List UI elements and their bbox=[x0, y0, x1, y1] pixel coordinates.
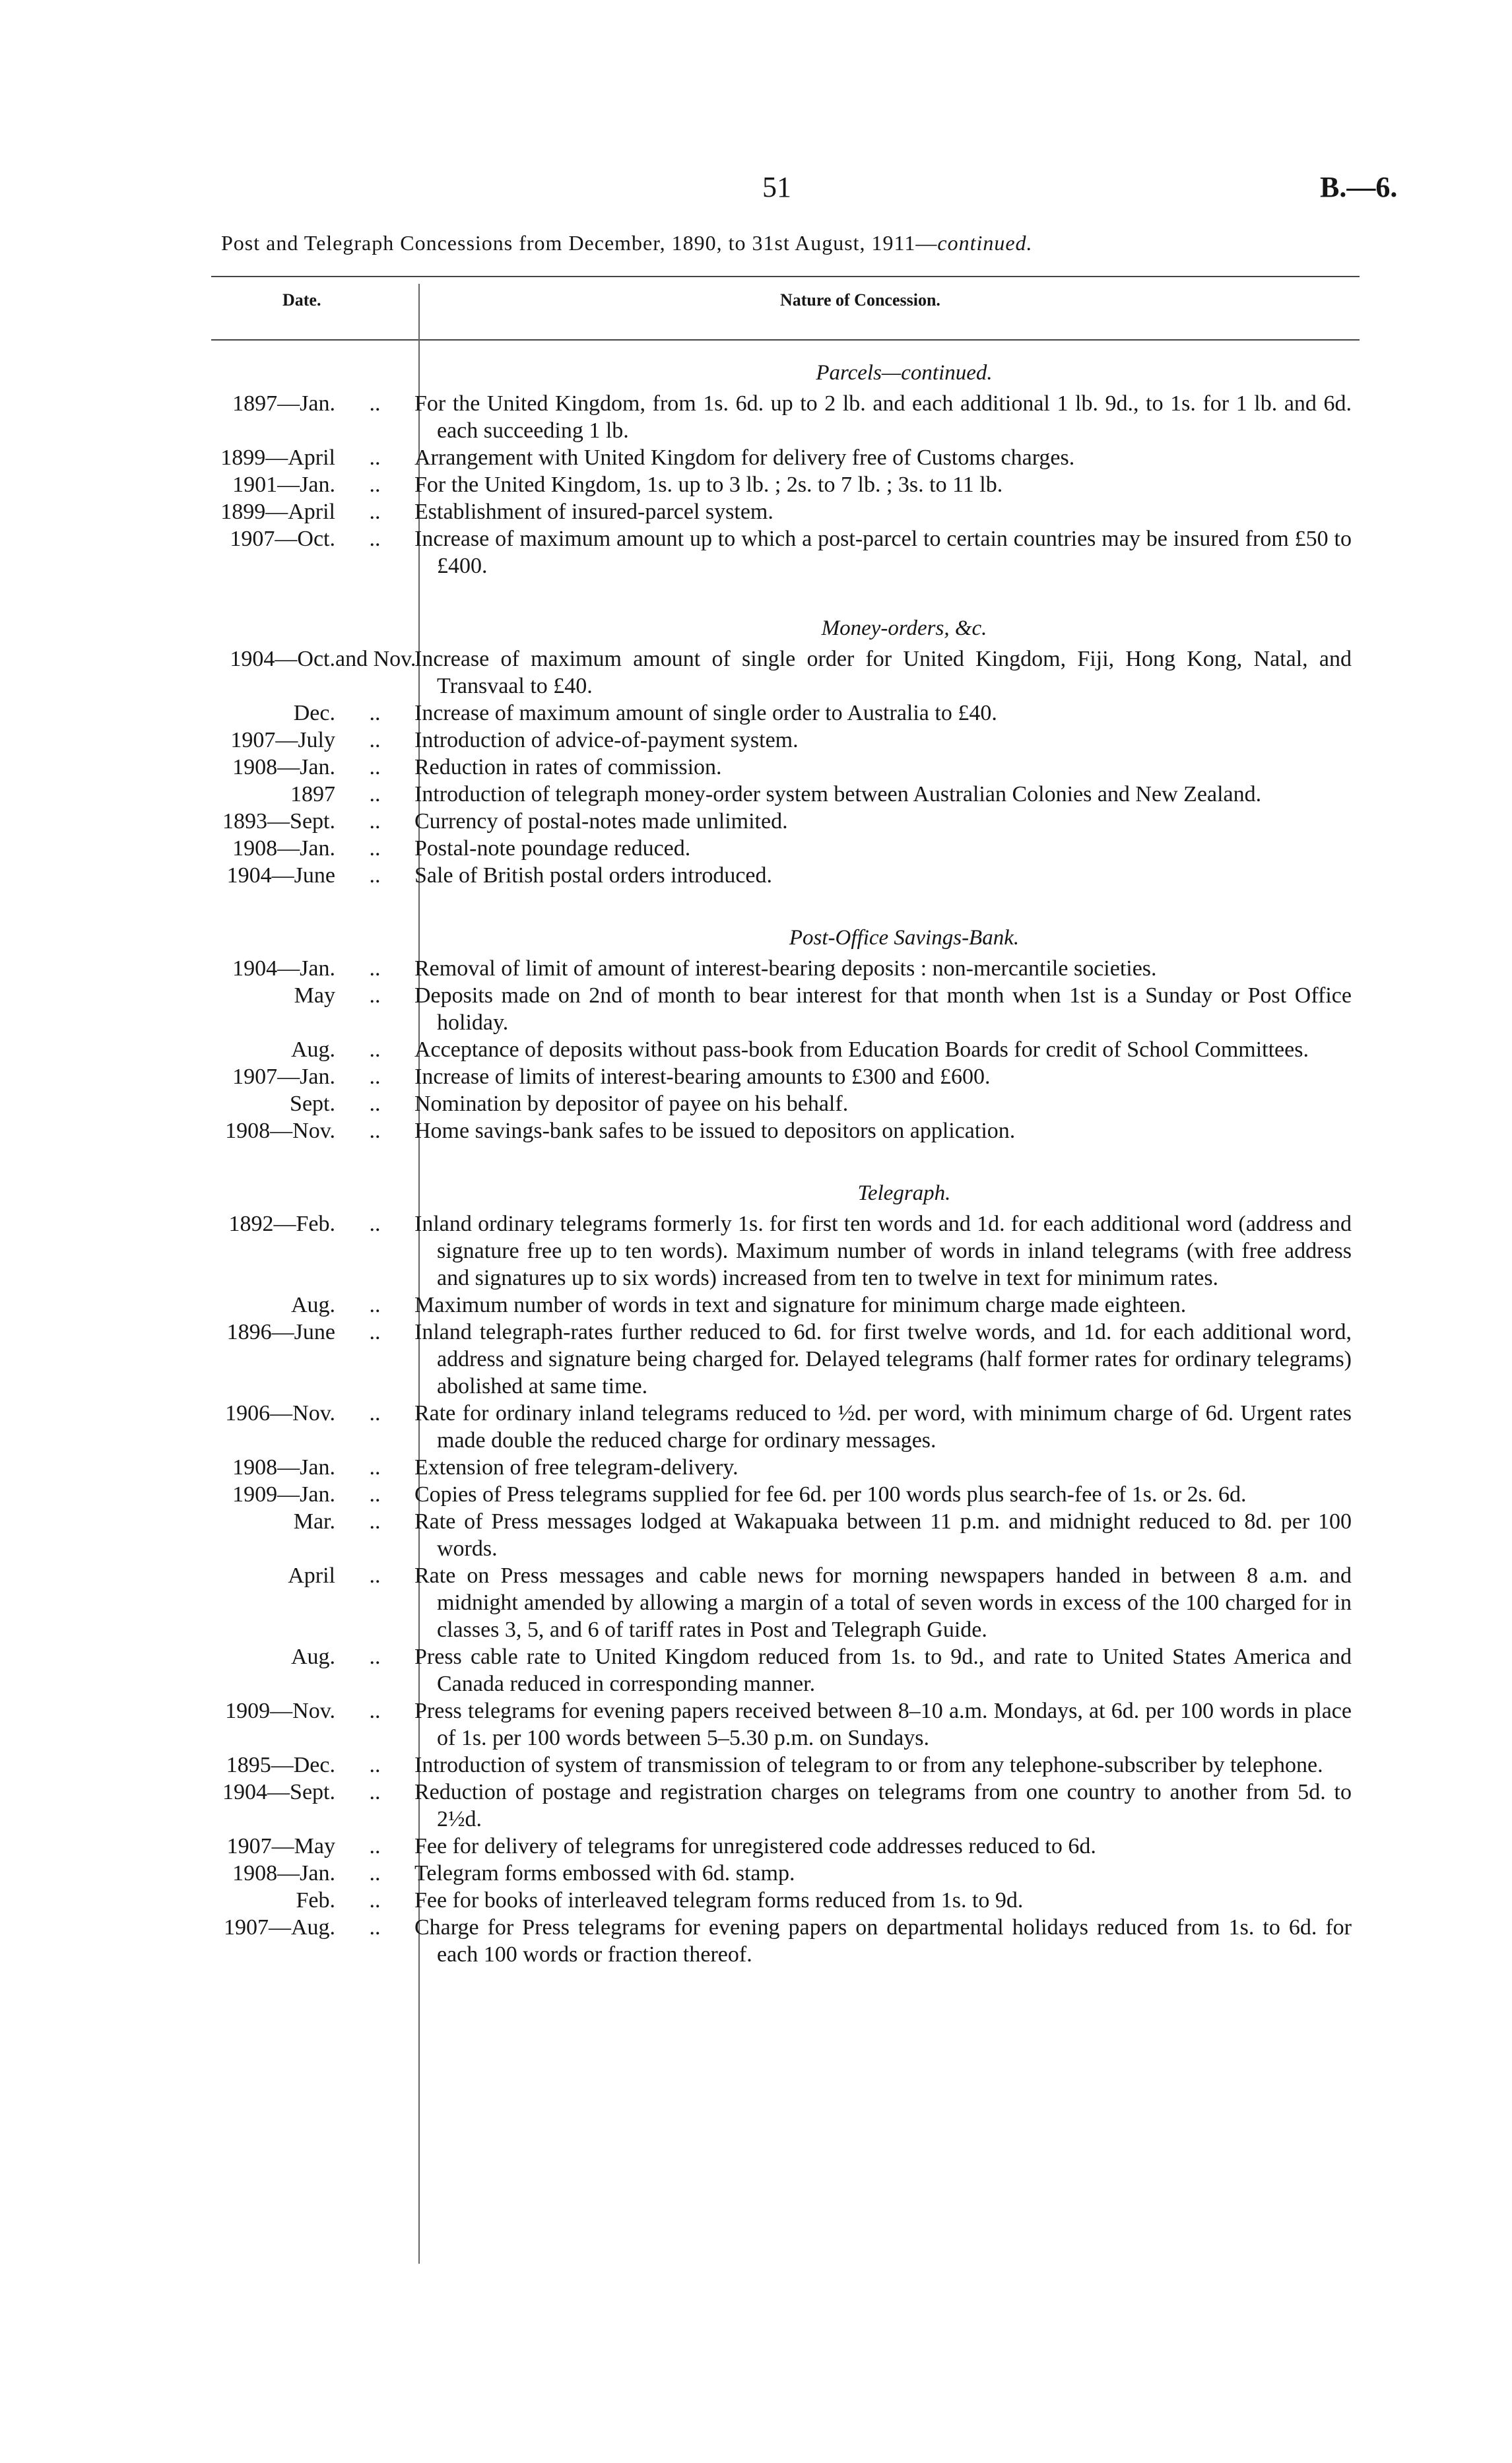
entry-leader: .. bbox=[369, 983, 381, 1008]
entry-leader: .. bbox=[369, 500, 381, 524]
entry-text: Nomination by depositor of payee on his behalf. bbox=[414, 1092, 849, 1116]
entry-leader: .. bbox=[369, 1037, 381, 1062]
entry-text: Extension of free telegram-delivery. bbox=[414, 1455, 739, 1480]
entry-date: May bbox=[294, 983, 335, 1008]
entry-text: Acceptance of deposits without pass-book from Education Boards for credit of School Committees. bbox=[414, 1037, 1309, 1062]
entry-date: 1904—Sept. bbox=[222, 1780, 335, 1804]
entry-leader: .. bbox=[369, 1293, 381, 1317]
table-row bbox=[205, 754, 1366, 781]
entry-text: Deposits made on 2nd of month to bear interest for that month when 1st is a Sunday or Post Office holiday. bbox=[414, 983, 1352, 1035]
entry-leader: .. bbox=[369, 956, 381, 981]
entry-date: 1899—April bbox=[220, 500, 335, 524]
table-row bbox=[205, 1914, 1366, 1968]
entry-leader: .. bbox=[369, 1888, 381, 1913]
table-row bbox=[205, 444, 1366, 471]
table-row bbox=[205, 1860, 1366, 1887]
entry-leader: .. bbox=[369, 1834, 381, 1858]
entry-date: 1907—Oct. bbox=[230, 527, 335, 551]
entry-date: Aug. bbox=[290, 1645, 335, 1669]
entry-text: Press cable rate to United Kingdom reduced from 1s. to 9d., and rate to United States America and Canada reduced in corresponding manner. bbox=[414, 1645, 1352, 1696]
table-row bbox=[205, 727, 1366, 754]
table-row bbox=[205, 525, 1366, 579]
entry-text: Increase of maximum amount of single order to Australia to £40. bbox=[414, 701, 997, 725]
entry-text: For the United Kingdom, 1s. up to 3 lb. ; 2s. to 7 lb. ; 3s. to 11 lb. bbox=[414, 473, 1003, 497]
table-row bbox=[205, 1319, 1366, 1400]
entry-text: Home savings-bank safes to be issued to depositors on application. bbox=[414, 1119, 1016, 1143]
table-row bbox=[205, 700, 1366, 727]
table-row bbox=[205, 1090, 1366, 1117]
entry-leader: .. bbox=[369, 1861, 381, 1886]
table-row bbox=[205, 1481, 1366, 1508]
entry-leader: .. bbox=[369, 1065, 381, 1089]
section-heading: Parcels—continued. bbox=[816, 361, 993, 385]
entry-date: 1899—April bbox=[220, 445, 335, 470]
entry-text: Introduction of telegraph money-order system between Australian Colonies and New Zealand. bbox=[414, 782, 1262, 806]
table-row bbox=[205, 1752, 1366, 1779]
table-row bbox=[205, 982, 1366, 1036]
entry-date: 1909—Nov. bbox=[225, 1699, 335, 1723]
entry-leader: .. bbox=[369, 445, 381, 470]
entry-text: Rate for ordinary inland telegrams reduced to ½d. per word, with minimum charge of 6d. Urgent rates made double the reduced charge for ordinary messages. bbox=[414, 1401, 1352, 1453]
table-row bbox=[205, 1454, 1366, 1481]
entry-date: Feb. bbox=[296, 1888, 335, 1913]
entry-date: 1892—Feb. bbox=[228, 1212, 335, 1236]
table-row bbox=[205, 955, 1366, 982]
entry-date: 1893—Sept. bbox=[222, 809, 335, 834]
entry-text: Fee for delivery of telegrams for unregistered code addresses reduced to 6d. bbox=[414, 1834, 1096, 1858]
entry-date: April bbox=[288, 1563, 335, 1588]
entry-leader: .. bbox=[369, 809, 381, 834]
table-title-text: Post and Telegraph Concessions from December, 1890, to 31st August, 1911— bbox=[221, 231, 938, 255]
entry-date: 1906—Nov. bbox=[225, 1401, 335, 1426]
entry-text: Rate on Press messages and cable news for morning newspapers handed in between 8 a.m. and midnight amended by allowing a margin of a total of seven words in excess of the 100 charged for in classes 3, 5, and 6 of tariff rates in Post and Telegraph Guide. bbox=[414, 1563, 1352, 1642]
table-row bbox=[205, 1643, 1366, 1697]
entry-text: Increase of maximum amount up to which a post-parcel to certain countries may be insured from £50 to £400. bbox=[414, 527, 1352, 578]
section-gap bbox=[205, 579, 1366, 615]
entry-date: 1907—July bbox=[230, 728, 335, 752]
table-row bbox=[205, 1036, 1366, 1063]
table-row bbox=[205, 1210, 1366, 1292]
entry-leader: .. bbox=[369, 1212, 381, 1236]
table-row bbox=[205, 862, 1366, 889]
section-heading: Telegraph. bbox=[857, 1181, 951, 1205]
entry-date: 1908—Jan. bbox=[232, 1455, 335, 1480]
entry-leader: .. bbox=[369, 728, 381, 752]
section-heading: Money-orders, &c. bbox=[821, 616, 987, 640]
page-number: 51 bbox=[762, 171, 791, 203]
entry-text: Introduction of advice-of-payment system. bbox=[414, 728, 799, 752]
table-row bbox=[205, 498, 1366, 525]
entry-text: Rate of Press messages lodged at Wakapuaka between 11 p.m. and midnight reduced to 8d. per 100 words. bbox=[414, 1509, 1352, 1561]
entry-leader: .. bbox=[369, 1915, 381, 1940]
section-heading: Post-Office Savings-Bank. bbox=[789, 926, 1020, 950]
entry-leader: .. bbox=[369, 1320, 381, 1344]
entry-text: Postal-note poundage reduced. bbox=[414, 836, 691, 861]
entry-leader: .. bbox=[369, 1119, 381, 1143]
entry-text: Increase of maximum amount of single order for United Kingdom, Fiji, Hong Kong, Natal, and Transvaal to £40. bbox=[414, 647, 1352, 698]
entry-date: Dec. bbox=[293, 701, 335, 725]
entry-leader: .. bbox=[369, 1563, 381, 1588]
entry-leader: .. bbox=[369, 782, 381, 806]
entry-leader: .. bbox=[369, 527, 381, 551]
entry-date: Sept. bbox=[290, 1092, 335, 1116]
entry-text: Currency of postal-notes made unlimited. bbox=[414, 809, 788, 834]
entry-text: Inland ordinary telegrams formerly 1s. for first ten words and 1d. for each additional word (address and signature free up to ten words). Maximum number of words in inland telegrams (with free address and signatures up to six words) increased from ten to twelve in text for minimum rates. bbox=[414, 1212, 1352, 1290]
nature-column-header: Nature of Concession. bbox=[780, 290, 940, 310]
entry-text: Reduction of postage and registration charges on telegrams from one country to another from 5d. to 2½d. bbox=[414, 1780, 1352, 1831]
entry-text: Introduction of system of transmission of telegram to or from any telephone-subscriber by telephone. bbox=[414, 1753, 1323, 1777]
entry-text: Copies of Press telegrams supplied for fee 6d. per 100 words plus search-fee of 1s. or 2s. 6d. bbox=[414, 1482, 1247, 1507]
entry-text: Inland telegraph-rates further reduced to 6d. for first twelve words, and 1d. for each additional word, address and signature being charged for. Delayed telegrams (half former rates for ordinary telegrams) abolished at same time. bbox=[414, 1320, 1352, 1398]
entry-leader: .. bbox=[369, 1092, 381, 1116]
table-row bbox=[205, 781, 1366, 808]
section-gap bbox=[205, 1144, 1366, 1180]
entry-date: 1897—Jan. bbox=[232, 391, 335, 416]
concessions-table bbox=[205, 360, 1366, 1968]
table-row bbox=[205, 390, 1366, 444]
entry-date: Mar. bbox=[293, 1509, 335, 1534]
entry-leader: .. bbox=[369, 755, 381, 779]
section-gap bbox=[205, 889, 1366, 925]
table-row bbox=[205, 808, 1366, 835]
entry-text: For the United Kingdom, from 1s. 6d. up to 2 lb. and each additional 1 lb. 9d., to 1s. for 1 lb. and 6d. each succeeding 1 lb. bbox=[414, 391, 1352, 443]
entry-text: Arrangement with United Kingdom for delivery free of Customs charges. bbox=[414, 445, 1075, 470]
entry-date: 1896—June bbox=[226, 1320, 335, 1344]
entry-text: Reduction in rates of commission. bbox=[414, 755, 722, 779]
entry-date: 1897 bbox=[290, 782, 335, 806]
header-rule bbox=[211, 339, 1360, 341]
table-row bbox=[205, 1697, 1366, 1752]
entry-leader: .. bbox=[369, 701, 381, 725]
entry-leader: .. bbox=[369, 1401, 381, 1426]
entry-date: 1907—Jan. bbox=[232, 1065, 335, 1089]
entry-date: 1904—June bbox=[226, 863, 335, 888]
entry-leader: .. bbox=[369, 1780, 381, 1804]
entry-leader: .. bbox=[369, 391, 381, 416]
entry-leader: .. bbox=[369, 1753, 381, 1777]
entry-text: Sale of British postal orders introduced. bbox=[414, 863, 773, 888]
table-row bbox=[205, 1779, 1366, 1833]
entry-leader: .. bbox=[369, 836, 381, 861]
entry-text: Press telegrams for evening papers received between 8–10 a.m. Mondays, at 6d. per 100 words in place of 1s. per 100 words between 5–5.30 p.m. on Sundays. bbox=[414, 1699, 1352, 1750]
entry-leader: and Nov. bbox=[335, 647, 416, 671]
top-rule bbox=[211, 276, 1360, 277]
entry-leader: .. bbox=[369, 1645, 381, 1669]
entry-date: 1908—Jan. bbox=[232, 1861, 335, 1886]
entry-date: 1908—Jan. bbox=[232, 755, 335, 779]
table-row bbox=[205, 835, 1366, 862]
entry-text: Increase of limits of interest-bearing amounts to £300 and £600. bbox=[414, 1065, 991, 1089]
table-row bbox=[205, 1887, 1366, 1914]
table-title-continued: continued. bbox=[937, 231, 1033, 255]
entry-leader: .. bbox=[369, 1509, 381, 1534]
entry-text: Establishment of insured-parcel system. bbox=[414, 500, 773, 524]
entry-date: Aug. bbox=[290, 1037, 335, 1062]
entry-leader: .. bbox=[369, 473, 381, 497]
table-title bbox=[221, 231, 1409, 255]
entry-text: Removal of limit of amount of interest-bearing deposits : non-mercantile societies. bbox=[414, 956, 1157, 981]
date-column-header: Date. bbox=[282, 290, 321, 310]
table-row bbox=[205, 1400, 1366, 1454]
entry-text: Telegram forms embossed with 6d. stamp. bbox=[414, 1861, 795, 1886]
entry-text: Fee for books of interleaved telegram forms reduced from 1s. to 9d. bbox=[414, 1888, 1024, 1913]
table-row bbox=[205, 1063, 1366, 1090]
entry-date: 1908—Jan. bbox=[232, 836, 335, 861]
entry-text: Charge for Press telegrams for evening papers on departmental holidays reduced from 1s. to 6d. for each 100 words or fraction thereof. bbox=[414, 1915, 1352, 1967]
table-row bbox=[205, 645, 1366, 700]
entry-leader: .. bbox=[369, 1482, 381, 1507]
entry-date: 1895—Dec. bbox=[226, 1753, 335, 1777]
entry-leader: .. bbox=[369, 1455, 381, 1480]
entry-text: Maximum number of words in text and signature for minimum charge made eighteen. bbox=[414, 1293, 1187, 1317]
entry-date: 1907—Aug. bbox=[223, 1915, 335, 1940]
entry-date: 1904—Jan. bbox=[232, 956, 335, 981]
table-row bbox=[205, 1562, 1366, 1643]
table-row bbox=[205, 1508, 1366, 1562]
table-row bbox=[205, 1292, 1366, 1319]
entry-leader: .. bbox=[369, 1699, 381, 1723]
entry-date: Aug. bbox=[290, 1293, 335, 1317]
entry-date: 1907—May bbox=[226, 1834, 335, 1858]
table-row bbox=[205, 1833, 1366, 1860]
entry-leader: .. bbox=[369, 863, 381, 888]
entry-date: 1908—Nov. bbox=[225, 1119, 335, 1143]
table-row bbox=[205, 1117, 1366, 1144]
entry-date: 1901—Jan. bbox=[232, 473, 335, 497]
entry-date: 1904—Oct. bbox=[230, 647, 335, 671]
entry-date: 1909—Jan. bbox=[232, 1482, 335, 1507]
document-reference: B.—6. bbox=[1320, 171, 1398, 203]
table-row bbox=[205, 471, 1366, 498]
